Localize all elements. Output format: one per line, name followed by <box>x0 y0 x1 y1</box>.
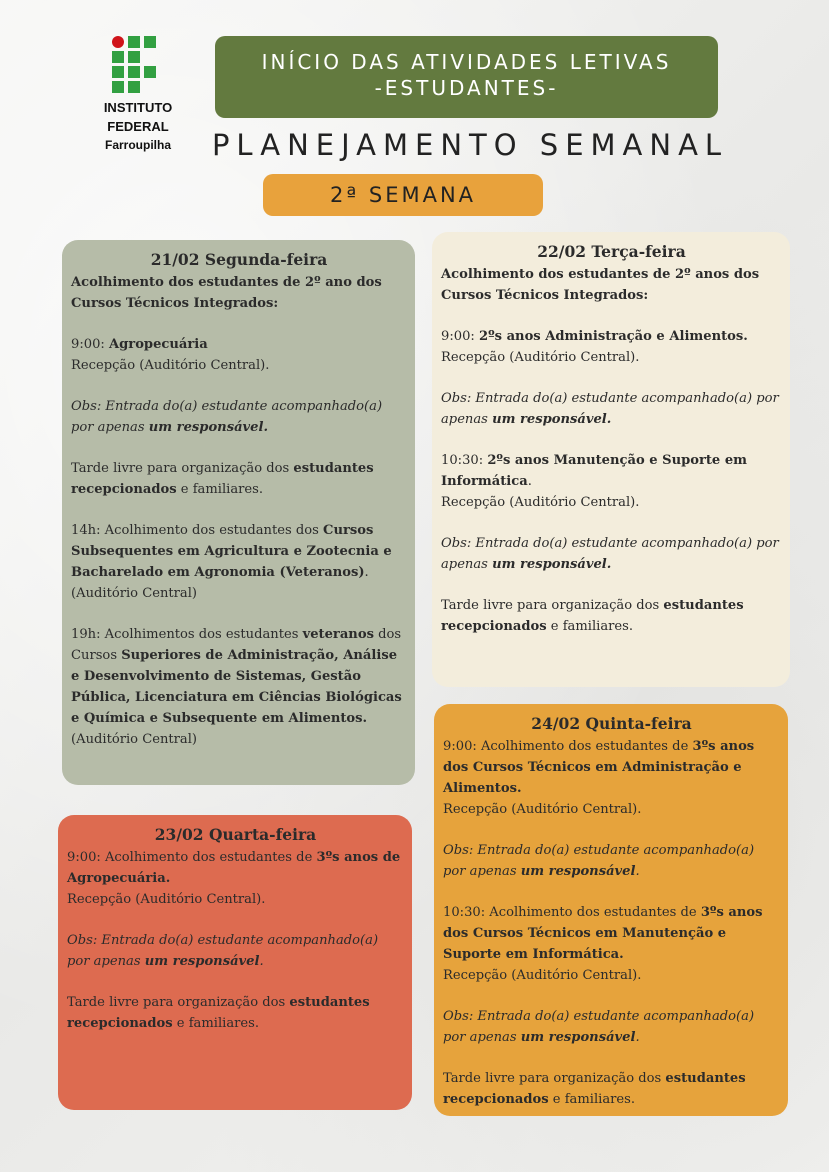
thursday-obs-1-bold: um responsável <box>520 864 636 879</box>
monday-time-1: 9:00: <box>71 337 109 352</box>
tuesday-obs-1-text: Obs: Entrada do(a) estudante acompanhado(a) por apenas <box>441 391 779 427</box>
monday-afternoon-post: e familiares. <box>176 482 264 497</box>
tuesday-place-2: Recepção (Auditório Central). <box>441 495 640 510</box>
thursday-afternoon-pre: Tarde livre para organização dos <box>443 1071 666 1086</box>
wednesday-afternoon-bold: estudantes recepcionados <box>67 995 370 1031</box>
wednesday-obs <box>67 930 404 972</box>
monday-14h-post: . (Auditório Central) <box>71 565 369 601</box>
title-line-2: -ESTUDANTES- <box>374 76 559 100</box>
monday-course-1: Agropecuária <box>108 337 208 352</box>
monday-intro <box>71 272 407 314</box>
week-badge: 2ª SEMANA <box>263 174 543 216</box>
monday-14h-bold: Cursos Subsequentes em Agricultura e Zootecnia e Bacharelado em Agronomia (Veteranos) <box>71 523 392 580</box>
tuesday-afternoon-post: e familiares. <box>546 619 634 634</box>
tuesday-intro <box>441 264 782 306</box>
tuesday-obs-2-text: Obs: Entrada do(a) estudante acompanhado(a) por apenas <box>441 536 779 572</box>
thursday-obs-2-bold: um responsável <box>520 1030 636 1045</box>
page-subtitle: PLANEJAMENTO SEMANAL <box>211 128 729 162</box>
thursday-place-1: Recepção (Auditório Central). <box>443 802 642 817</box>
thursday-card <box>434 704 788 1116</box>
wednesday-afternoon <box>67 992 404 1034</box>
monday-place-1: Recepção (Auditório Central). <box>71 358 270 373</box>
monday-obs-bold: um responsável. <box>148 420 269 435</box>
logo-line-3: Farroupilha <box>104 138 171 152</box>
thursday-obs-1-post: . <box>635 864 640 879</box>
title-banner <box>215 36 718 118</box>
monday-session-1 <box>71 334 407 376</box>
thursday-session-2 <box>443 902 780 986</box>
wednesday-afternoon-post: e familiares. <box>172 1016 260 1031</box>
tuesday-time-2: 10:30: <box>441 453 488 468</box>
tuesday-intro-text: Acolhimento dos estudantes de 2º anos dos Cursos Técnicos Integrados: <box>441 267 760 303</box>
logo-emblem-icon <box>112 36 160 94</box>
wednesday-item-pre: 9:00: Acolhimento dos estudantes de <box>67 850 317 865</box>
tuesday-card <box>432 232 790 687</box>
tuesday-place-1: Recepção (Auditório Central). <box>441 350 640 365</box>
tuesday-course-1: 2ºs anos Administração e Alimentos. <box>478 329 748 344</box>
wednesday-place: Recepção (Auditório Central). <box>67 892 266 907</box>
thursday-obs-2-post: . <box>635 1030 640 1045</box>
tuesday-afternoon <box>441 595 782 637</box>
monday-19h-pre: 19h: Acolhimentos dos estudantes <box>71 627 303 642</box>
tuesday-course-2-post: . <box>527 474 532 489</box>
logo-line-2: FEDERAL <box>107 119 169 134</box>
thursday-heading: 24/02 Quinta-feira <box>531 714 692 733</box>
wednesday-card <box>58 815 412 1110</box>
title-line-1: INÍCIO DAS ATIVIDADES LETIVAS <box>261 50 672 74</box>
monday-card <box>62 240 415 785</box>
tuesday-obs-1 <box>441 388 782 430</box>
thursday-afternoon <box>443 1068 780 1110</box>
logo-text <box>96 98 180 155</box>
monday-intro-text: Acolhimento dos estudantes de 2º ano dos Cursos Técnicos Integrados: <box>71 275 382 311</box>
thursday-obs-2-text: Obs: Entrada do(a) estudante acompanhado(a) por apenas <box>443 1009 755 1045</box>
monday-19h-post: (Auditório Central) <box>71 732 198 747</box>
wednesday-heading: 23/02 Quarta-feira <box>154 825 317 844</box>
thursday-item-2-bold: 3ºs anos dos Cursos Técnicos em Manutenção e Suporte em Informática. <box>443 905 763 962</box>
thursday-item-1-pre: 9:00: Acolhimento dos estudantes de <box>443 739 693 754</box>
wednesday-obs-text: Obs: Entrada do(a) estudante acompanhado(a) por apenas <box>67 933 379 969</box>
wednesday-item-bold: 3ºs anos de Agropecuária. <box>67 850 401 886</box>
institution-logo <box>96 36 180 156</box>
monday-14h-pre: 14h: Acolhimento dos estudantes dos <box>71 523 324 538</box>
monday-19h-bold-2: Superiores de Administração, Análise e Desenvolvimento de Sistemas, Gestão Pública, Licenciatura em Ciências Biológicas e Química e Subsequente em Alimentos. <box>71 648 402 726</box>
logo-line-1: INSTITUTO <box>103 100 173 115</box>
monday-afternoon-pre: Tarde livre para organização dos <box>71 461 294 476</box>
wednesday-obs-bold: um responsável <box>144 954 260 969</box>
tuesday-course-2: 2ºs anos Manutenção e Suporte em Informática <box>441 453 748 489</box>
wednesday-session-1 <box>67 847 404 910</box>
thursday-obs-1-text: Obs: Entrada do(a) estudante acompanhado(a) por apenas <box>443 843 755 879</box>
monday-session-14h <box>71 520 407 604</box>
monday-obs-text: Obs: Entrada do(a) estudante acompanhado(a) por apenas <box>71 399 383 435</box>
wednesday-obs-post: . <box>259 954 264 969</box>
monday-obs <box>71 396 407 438</box>
thursday-item-1-bold: 3ºs anos dos Cursos Técnicos em Administração e Alimentos. <box>443 739 755 796</box>
tuesday-obs-1-bold: um responsável. <box>492 412 612 427</box>
tuesday-obs-2-bold: um responsável. <box>492 557 612 572</box>
thursday-afternoon-bold: estudantes recepcionados <box>443 1071 746 1107</box>
wednesday-afternoon-pre: Tarde livre para organização dos <box>67 995 290 1010</box>
monday-afternoon-bold: estudantes recepcionados <box>71 461 374 497</box>
tuesday-session-1 <box>441 326 782 368</box>
tuesday-session-2 <box>441 450 782 513</box>
tuesday-heading: 22/02 Terça-feira <box>537 242 686 261</box>
monday-heading: 21/02 Segunda-feira <box>150 250 328 269</box>
monday-afternoon <box>71 458 407 500</box>
thursday-afternoon-post: e familiares. <box>548 1092 636 1107</box>
tuesday-afternoon-pre: Tarde livre para organização dos <box>441 598 664 613</box>
monday-19h-bold-1: veteranos <box>302 627 374 642</box>
tuesday-obs-2 <box>441 533 782 575</box>
thursday-place-2: Recepção (Auditório Central). <box>443 968 642 983</box>
tuesday-afternoon-bold: estudantes recepcionados <box>441 598 744 634</box>
monday-19h-mid: dos Cursos <box>71 627 402 663</box>
thursday-session-1 <box>443 736 780 820</box>
thursday-obs-2 <box>443 1006 780 1048</box>
monday-session-19h <box>71 624 407 750</box>
thursday-obs-1 <box>443 840 780 882</box>
thursday-item-2-pre: 10:30: Acolhimento dos estudantes de <box>443 905 701 920</box>
tuesday-time-1: 9:00: <box>441 329 479 344</box>
